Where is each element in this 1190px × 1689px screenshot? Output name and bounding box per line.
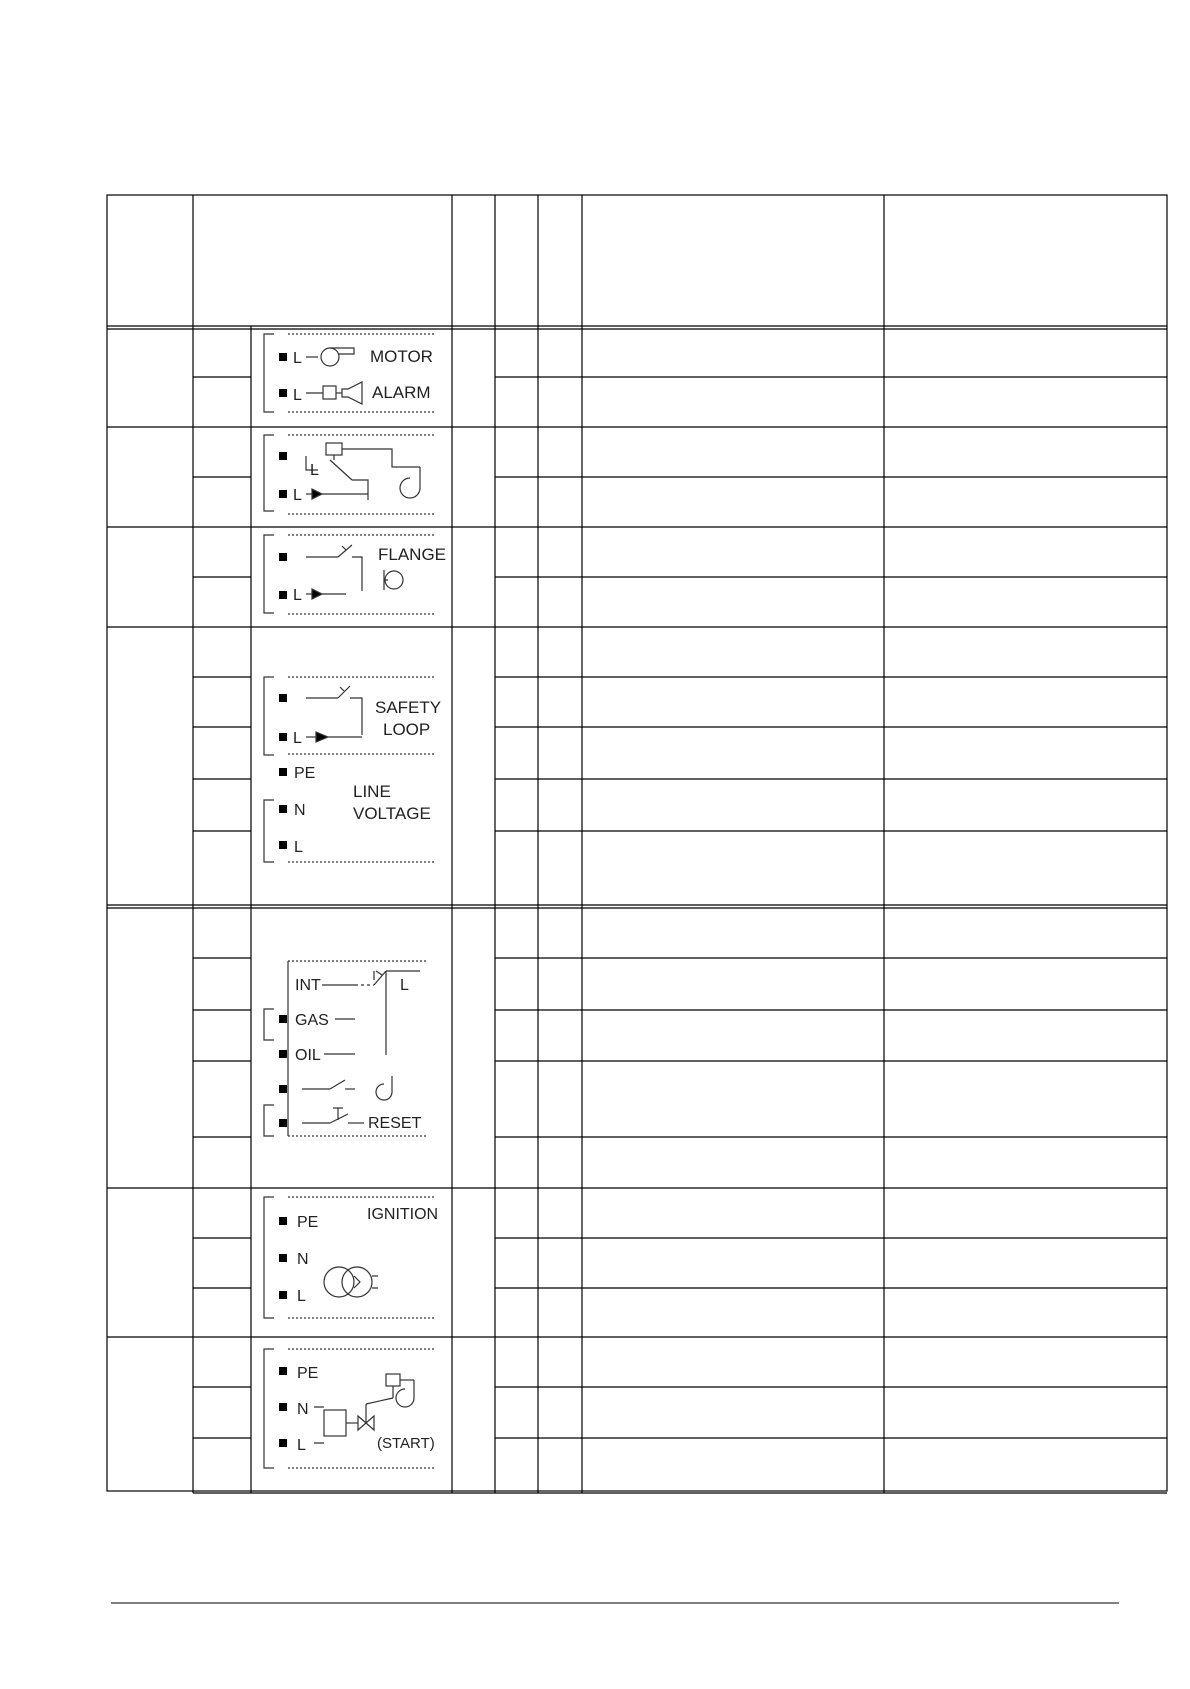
terminal-l-label: L (297, 1437, 306, 1454)
alarm-horn-icon (342, 382, 362, 404)
reset-label: RESET (368, 1115, 422, 1132)
terminal-l-label: L (293, 350, 302, 367)
terminal-l-label: L (293, 487, 302, 504)
loop-label: LOOP (383, 720, 431, 739)
motor-fan-icon (321, 348, 339, 366)
ignition-label: IGNITION (367, 1206, 439, 1223)
diagram-pressure-switch (264, 435, 436, 514)
line-label: LINE (353, 782, 391, 801)
start-label: (START) (377, 1435, 435, 1452)
terminal-pe-label: PE (297, 1365, 319, 1382)
voltage-label: VOLTAGE (353, 804, 431, 823)
arrow-icon (312, 589, 322, 599)
gas-label: GAS (295, 1012, 329, 1029)
arrow-icon (316, 732, 328, 742)
safety-label: SAFETY (375, 698, 442, 717)
terminal-n-label: N (297, 1251, 309, 1268)
terminal-l-label: L (310, 462, 319, 479)
fan-icon (400, 467, 420, 498)
pressure-switch-icon (326, 443, 342, 455)
terminal-n-label: N (297, 1401, 309, 1418)
alarm-label: ALARM (372, 383, 431, 402)
terminal-pe-label: PE (297, 1214, 319, 1231)
pressure-switch-icon (386, 1374, 400, 1386)
int-label: INT (295, 977, 321, 994)
flange-label: FLANGE (378, 545, 447, 564)
solenoid-coil-icon (324, 1410, 346, 1436)
terminal-n-label: N (294, 802, 306, 819)
fan-icon (376, 1076, 392, 1100)
motor-label: MOTOR (370, 347, 433, 366)
terminal-l-label: L (293, 387, 302, 404)
table-grid (107, 195, 1167, 1493)
oil-label: OIL (295, 1047, 321, 1064)
arrow-icon (312, 489, 322, 499)
terminal-pe-label: PE (294, 765, 316, 782)
terminal-l-label: L (400, 977, 409, 994)
fan-icon (396, 1380, 414, 1407)
terminal-l-label: L (293, 730, 302, 747)
terminal-l-label: L (297, 1288, 306, 1305)
terminal-l-label: L (293, 587, 302, 604)
ignition-transformer-icon (324, 1267, 354, 1297)
terminal-l-label: L (294, 839, 303, 856)
